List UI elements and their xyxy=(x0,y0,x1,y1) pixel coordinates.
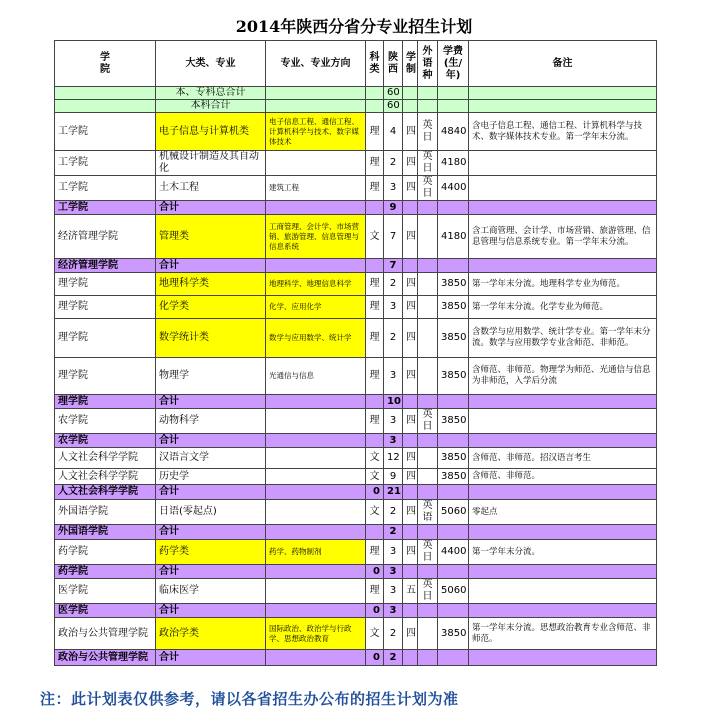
subtotal-row xyxy=(55,395,657,409)
cell-notes xyxy=(469,87,657,100)
subtotal-row xyxy=(55,201,657,215)
cell-duration xyxy=(403,565,418,579)
cell-category: 土木工程 xyxy=(156,176,266,201)
cell-notes xyxy=(469,485,657,500)
cell-category: 合计 xyxy=(156,525,266,540)
cell-direction: 电子信息工程、通信工程、计算机科学与技术、数字媒体技术 xyxy=(266,113,366,151)
table-row xyxy=(55,409,657,434)
table-row xyxy=(55,273,657,296)
cell-duration: 四 xyxy=(403,409,418,434)
header-subject: 科类 xyxy=(366,41,384,87)
cell-category: 本科合计 xyxy=(156,100,266,113)
table-row xyxy=(55,319,657,358)
cell-count: 12 xyxy=(384,448,403,469)
cell-language: 英语 xyxy=(418,500,438,525)
table-row xyxy=(55,215,657,259)
cell-tuition xyxy=(438,525,469,540)
cell-duration: 四 xyxy=(403,151,418,176)
cell-language xyxy=(418,448,438,469)
cell-category: 动物科学 xyxy=(156,409,266,434)
cell-tuition xyxy=(438,650,469,666)
table-row xyxy=(55,540,657,565)
cell-notes xyxy=(469,434,657,448)
subtotal-row xyxy=(55,434,657,448)
cell-tuition xyxy=(438,434,469,448)
cell-college: 理学院 xyxy=(55,273,156,296)
cell-category: 汉语言文学 xyxy=(156,448,266,469)
cell-count: 9 xyxy=(384,201,403,215)
cell-college: 农学院 xyxy=(55,434,156,448)
cell-tuition xyxy=(438,565,469,579)
cell-category: 药学类 xyxy=(156,540,266,565)
cell-count: 3 xyxy=(384,604,403,618)
cell-zero: 0 xyxy=(366,650,384,666)
cell-college: 医学院 xyxy=(55,604,156,618)
table-row xyxy=(55,358,657,395)
cell-category: 地理科学类 xyxy=(156,273,266,296)
cell-tuition: 4180 xyxy=(438,151,469,176)
cell-count: 60 xyxy=(384,100,403,113)
cell-duration xyxy=(403,525,418,540)
subtotal-row xyxy=(55,565,657,579)
cell-notes xyxy=(469,565,657,579)
cell-count: 9 xyxy=(384,469,403,485)
footer-note: 注：此计划表仅供参考，请以各省招生办公布的招生计划为准 xyxy=(40,690,459,708)
table-row xyxy=(55,151,657,176)
cell-subject: 理 xyxy=(366,319,384,358)
cell-language xyxy=(418,618,438,650)
cell-notes xyxy=(469,525,657,540)
cell-duration: 四 xyxy=(403,448,418,469)
cell-language xyxy=(418,434,438,448)
header-category: 大类、专业 xyxy=(156,41,266,87)
cell-count: 21 xyxy=(384,485,403,500)
cell-count: 2 xyxy=(384,618,403,650)
table-body xyxy=(55,87,657,666)
cell-notes xyxy=(469,604,657,618)
cell-college: 人文社会科学学院 xyxy=(55,469,156,485)
cell-category: 管理类 xyxy=(156,215,266,259)
total-row xyxy=(55,100,657,113)
cell-zero xyxy=(366,525,384,540)
cell-language xyxy=(418,319,438,358)
page-title: 2014年陕西分省分专业招生计划 xyxy=(235,17,473,36)
cell-count: 2 xyxy=(384,650,403,666)
header-college: 学 院 xyxy=(55,41,156,87)
cell-notes: 第一学年末分流。思想政治教育专业含师范、非师范。 xyxy=(469,618,657,650)
cell-count: 3 xyxy=(384,540,403,565)
table-row xyxy=(55,618,657,650)
cell-count: 2 xyxy=(384,525,403,540)
cell-count: 2 xyxy=(384,151,403,176)
cell-duration: 四 xyxy=(403,319,418,358)
cell-college: 工学院 xyxy=(55,113,156,151)
cell-category: 电子信息与计算机类 xyxy=(156,113,266,151)
cell-direction xyxy=(266,434,366,448)
cell-tuition: 3850 xyxy=(438,358,469,395)
cell-college: 政治与公共管理学院 xyxy=(55,618,156,650)
cell-direction xyxy=(266,604,366,618)
cell-language xyxy=(418,273,438,296)
cell-duration: 四 xyxy=(403,358,418,395)
cell-notes xyxy=(469,151,657,176)
cell-notes: 第一学年末分流。地理科学专业为师范。 xyxy=(469,273,657,296)
cell-category: 本、专科总合计 xyxy=(156,87,266,100)
cell-category: 合计 xyxy=(156,650,266,666)
table-row xyxy=(55,448,657,469)
cell-language: 英日 xyxy=(418,579,438,604)
cell-duration: 四 xyxy=(403,273,418,296)
cell-duration: 四 xyxy=(403,296,418,319)
header-shaanxi: 陕西 xyxy=(384,41,403,87)
cell-notes xyxy=(469,100,657,113)
cell-subject: 文 xyxy=(366,500,384,525)
header-tuition: 学费(生/年) xyxy=(438,41,469,87)
cell-language: 英日 xyxy=(418,176,438,201)
cell-zero xyxy=(366,259,384,273)
cell-subject: 理 xyxy=(366,176,384,201)
cell-category: 机械设计制造及其自动化 xyxy=(156,151,266,176)
cell-language xyxy=(418,87,438,100)
cell-tuition: 3850 xyxy=(438,273,469,296)
cell-direction xyxy=(266,448,366,469)
cell-notes: 含电子信息工程、通信工程、计算机科学与技术、数字媒体技术专业。第一学年末分流。 xyxy=(469,113,657,151)
cell-category: 日语(零起点) xyxy=(156,500,266,525)
cell-tuition: 5060 xyxy=(438,500,469,525)
cell-category: 化学类 xyxy=(156,296,266,319)
cell-tuition: 4400 xyxy=(438,176,469,201)
cell-college: 工学院 xyxy=(55,201,156,215)
cell-count: 3 xyxy=(384,565,403,579)
cell-zero xyxy=(366,395,384,409)
cell-subject: 理 xyxy=(366,579,384,604)
cell-college: 药学院 xyxy=(55,565,156,579)
cell-language xyxy=(418,604,438,618)
cell-college: 经济管理学院 xyxy=(55,215,156,259)
cell-language xyxy=(418,485,438,500)
cell-direction: 地理科学、地理信息科学 xyxy=(266,273,366,296)
cell-notes xyxy=(469,395,657,409)
cell-tuition xyxy=(438,87,469,100)
cell-direction xyxy=(266,525,366,540)
cell-language xyxy=(418,100,438,113)
cell-zero xyxy=(366,201,384,215)
cell-duration: 四 xyxy=(403,500,418,525)
cell-direction xyxy=(266,87,366,100)
total-row xyxy=(55,87,657,100)
cell-subject: 理 xyxy=(366,409,384,434)
subtotal-row xyxy=(55,259,657,273)
cell-duration: 四 xyxy=(403,469,418,485)
cell-zero: 0 xyxy=(366,604,384,618)
cell-language xyxy=(418,215,438,259)
cell-subject: 理 xyxy=(366,540,384,565)
cell-direction: 国际政治、政治学与行政学、思想政治教育 xyxy=(266,618,366,650)
cell-category: 合计 xyxy=(156,259,266,273)
cell-subject: 理 xyxy=(366,358,384,395)
cell-language xyxy=(418,259,438,273)
cell-notes xyxy=(469,579,657,604)
cell-count: 7 xyxy=(384,259,403,273)
table-row xyxy=(55,296,657,319)
cell-category: 历史学 xyxy=(156,469,266,485)
cell-college xyxy=(55,87,156,100)
cell-duration xyxy=(403,259,418,273)
header-direction: 专业、专业方向 xyxy=(266,41,366,87)
table-row xyxy=(55,469,657,485)
cell-subject xyxy=(366,100,384,113)
cell-subject xyxy=(366,87,384,100)
cell-count: 3 xyxy=(384,434,403,448)
cell-count: 4 xyxy=(384,113,403,151)
cell-notes: 第一学年末分流。 xyxy=(469,540,657,565)
cell-direction xyxy=(266,259,366,273)
cell-college: 工学院 xyxy=(55,151,156,176)
cell-duration: 四 xyxy=(403,113,418,151)
cell-notes xyxy=(469,409,657,434)
cell-duration xyxy=(403,87,418,100)
cell-subject: 文 xyxy=(366,618,384,650)
cell-college xyxy=(55,100,156,113)
cell-direction: 建筑工程 xyxy=(266,176,366,201)
cell-tuition: 3850 xyxy=(438,448,469,469)
cell-category: 合计 xyxy=(156,485,266,500)
table-row xyxy=(55,579,657,604)
cell-direction xyxy=(266,500,366,525)
cell-direction xyxy=(266,151,366,176)
cell-category: 物理学 xyxy=(156,358,266,395)
cell-category: 合计 xyxy=(156,201,266,215)
header-duration: 学制 xyxy=(403,41,418,87)
cell-category: 临床医学 xyxy=(156,579,266,604)
cell-subject: 理 xyxy=(366,113,384,151)
cell-count: 2 xyxy=(384,319,403,358)
cell-language xyxy=(418,395,438,409)
cell-language: 英日 xyxy=(418,113,438,151)
cell-category: 合计 xyxy=(156,565,266,579)
cell-category: 数学统计类 xyxy=(156,319,266,358)
cell-college: 政治与公共管理学院 xyxy=(55,650,156,666)
cell-tuition xyxy=(438,201,469,215)
cell-language xyxy=(418,469,438,485)
cell-college: 理学院 xyxy=(55,395,156,409)
cell-zero: 0 xyxy=(366,565,384,579)
cell-tuition: 3850 xyxy=(438,296,469,319)
table-row xyxy=(55,113,657,151)
cell-duration xyxy=(403,650,418,666)
cell-tuition xyxy=(438,604,469,618)
cell-duration: 四 xyxy=(403,215,418,259)
cell-tuition: 3850 xyxy=(438,618,469,650)
cell-notes: 含工商管理、会计学、市场营销、旅游管理、信息管理与信息系统专业。第一学年末分流。 xyxy=(469,215,657,259)
cell-tuition xyxy=(438,485,469,500)
cell-language: 英日 xyxy=(418,151,438,176)
cell-duration xyxy=(403,201,418,215)
cell-duration: 四 xyxy=(403,176,418,201)
cell-count: 7 xyxy=(384,215,403,259)
cell-notes xyxy=(469,201,657,215)
cell-direction xyxy=(266,565,366,579)
table-row xyxy=(55,176,657,201)
cell-language xyxy=(418,358,438,395)
cell-college: 理学院 xyxy=(55,319,156,358)
cell-count: 2 xyxy=(384,500,403,525)
cell-count: 3 xyxy=(384,579,403,604)
cell-notes: 第一学年末分流。化学专业为师范。 xyxy=(469,296,657,319)
cell-direction: 光通信与信息 xyxy=(266,358,366,395)
cell-tuition: 3850 xyxy=(438,409,469,434)
cell-subject: 文 xyxy=(366,469,384,485)
cell-direction xyxy=(266,100,366,113)
subtotal-row xyxy=(55,650,657,666)
subtotal-row xyxy=(55,525,657,540)
cell-subject: 文 xyxy=(366,215,384,259)
cell-direction xyxy=(266,395,366,409)
cell-notes xyxy=(469,176,657,201)
cell-direction xyxy=(266,469,366,485)
table-row xyxy=(55,500,657,525)
cell-zero xyxy=(366,434,384,448)
cell-college: 经济管理学院 xyxy=(55,259,156,273)
cell-direction: 化学、应用化学 xyxy=(266,296,366,319)
cell-direction: 工商管理、会计学、市场营销、旅游管理、信息管理与信息系统 xyxy=(266,215,366,259)
cell-language: 英日 xyxy=(418,540,438,565)
cell-direction xyxy=(266,409,366,434)
cell-direction xyxy=(266,579,366,604)
cell-notes xyxy=(469,259,657,273)
cell-duration xyxy=(403,100,418,113)
cell-college: 理学院 xyxy=(55,296,156,319)
cell-tuition: 5060 xyxy=(438,579,469,604)
cell-tuition: 4840 xyxy=(438,113,469,151)
cell-duration xyxy=(403,485,418,500)
cell-category: 政治学类 xyxy=(156,618,266,650)
cell-duration: 五 xyxy=(403,579,418,604)
cell-tuition xyxy=(438,395,469,409)
cell-subject: 理 xyxy=(366,151,384,176)
cell-notes: 含师范、非师范。 xyxy=(469,469,657,485)
cell-zero: 0 xyxy=(366,485,384,500)
cell-direction xyxy=(266,201,366,215)
cell-count: 3 xyxy=(384,176,403,201)
cell-subject: 理 xyxy=(366,296,384,319)
cell-count: 60 xyxy=(384,87,403,100)
cell-subject: 理 xyxy=(366,273,384,296)
cell-college: 医学院 xyxy=(55,579,156,604)
header-language: 外语种 xyxy=(418,41,438,87)
cell-duration: 四 xyxy=(403,618,418,650)
cell-category: 合计 xyxy=(156,604,266,618)
cell-duration: 四 xyxy=(403,540,418,565)
cell-count: 3 xyxy=(384,296,403,319)
cell-direction xyxy=(266,650,366,666)
cell-direction: 数学与应用数学、统计学 xyxy=(266,319,366,358)
subtotal-row xyxy=(55,485,657,500)
cell-subject: 文 xyxy=(366,448,384,469)
cell-count: 3 xyxy=(384,409,403,434)
cell-tuition: 4400 xyxy=(438,540,469,565)
cell-tuition xyxy=(438,259,469,273)
cell-notes: 含数学与应用数学、统计学专业。第一学年末分流。数学与应用数学专业含师范、非师范。 xyxy=(469,319,657,358)
cell-tuition xyxy=(438,100,469,113)
enrollment-plan-table xyxy=(54,40,657,666)
cell-duration xyxy=(403,604,418,618)
cell-tuition: 3850 xyxy=(438,319,469,358)
cell-duration xyxy=(403,434,418,448)
cell-college: 药学院 xyxy=(55,540,156,565)
cell-notes: 含师范、非师范。物理学为师范、光通信与信息为非师范，入学后分流 xyxy=(469,358,657,395)
cell-language: 英日 xyxy=(418,409,438,434)
cell-college: 农学院 xyxy=(55,409,156,434)
cell-language xyxy=(418,565,438,579)
subtotal-row xyxy=(55,604,657,618)
cell-college: 人文社会科学学院 xyxy=(55,485,156,500)
cell-count: 10 xyxy=(384,395,403,409)
cell-notes xyxy=(469,650,657,666)
cell-direction xyxy=(266,485,366,500)
cell-language xyxy=(418,201,438,215)
cell-tuition: 4180 xyxy=(438,215,469,259)
cell-college: 外国语学院 xyxy=(55,525,156,540)
cell-count: 3 xyxy=(384,358,403,395)
cell-category: 合计 xyxy=(156,395,266,409)
cell-count: 2 xyxy=(384,273,403,296)
cell-college: 理学院 xyxy=(55,358,156,395)
cell-direction: 药学、药物制剂 xyxy=(266,540,366,565)
cell-category: 合计 xyxy=(156,434,266,448)
cell-language xyxy=(418,525,438,540)
cell-notes: 零起点 xyxy=(469,500,657,525)
cell-duration xyxy=(403,395,418,409)
cell-language xyxy=(418,650,438,666)
cell-tuition: 3850 xyxy=(438,469,469,485)
header-notes: 备注 xyxy=(469,41,657,87)
cell-college: 人文社会科学学院 xyxy=(55,448,156,469)
cell-college: 工学院 xyxy=(55,176,156,201)
cell-language xyxy=(418,296,438,319)
cell-notes: 含师范、非师范。招汉语言考生 xyxy=(469,448,657,469)
cell-college: 外国语学院 xyxy=(55,500,156,525)
